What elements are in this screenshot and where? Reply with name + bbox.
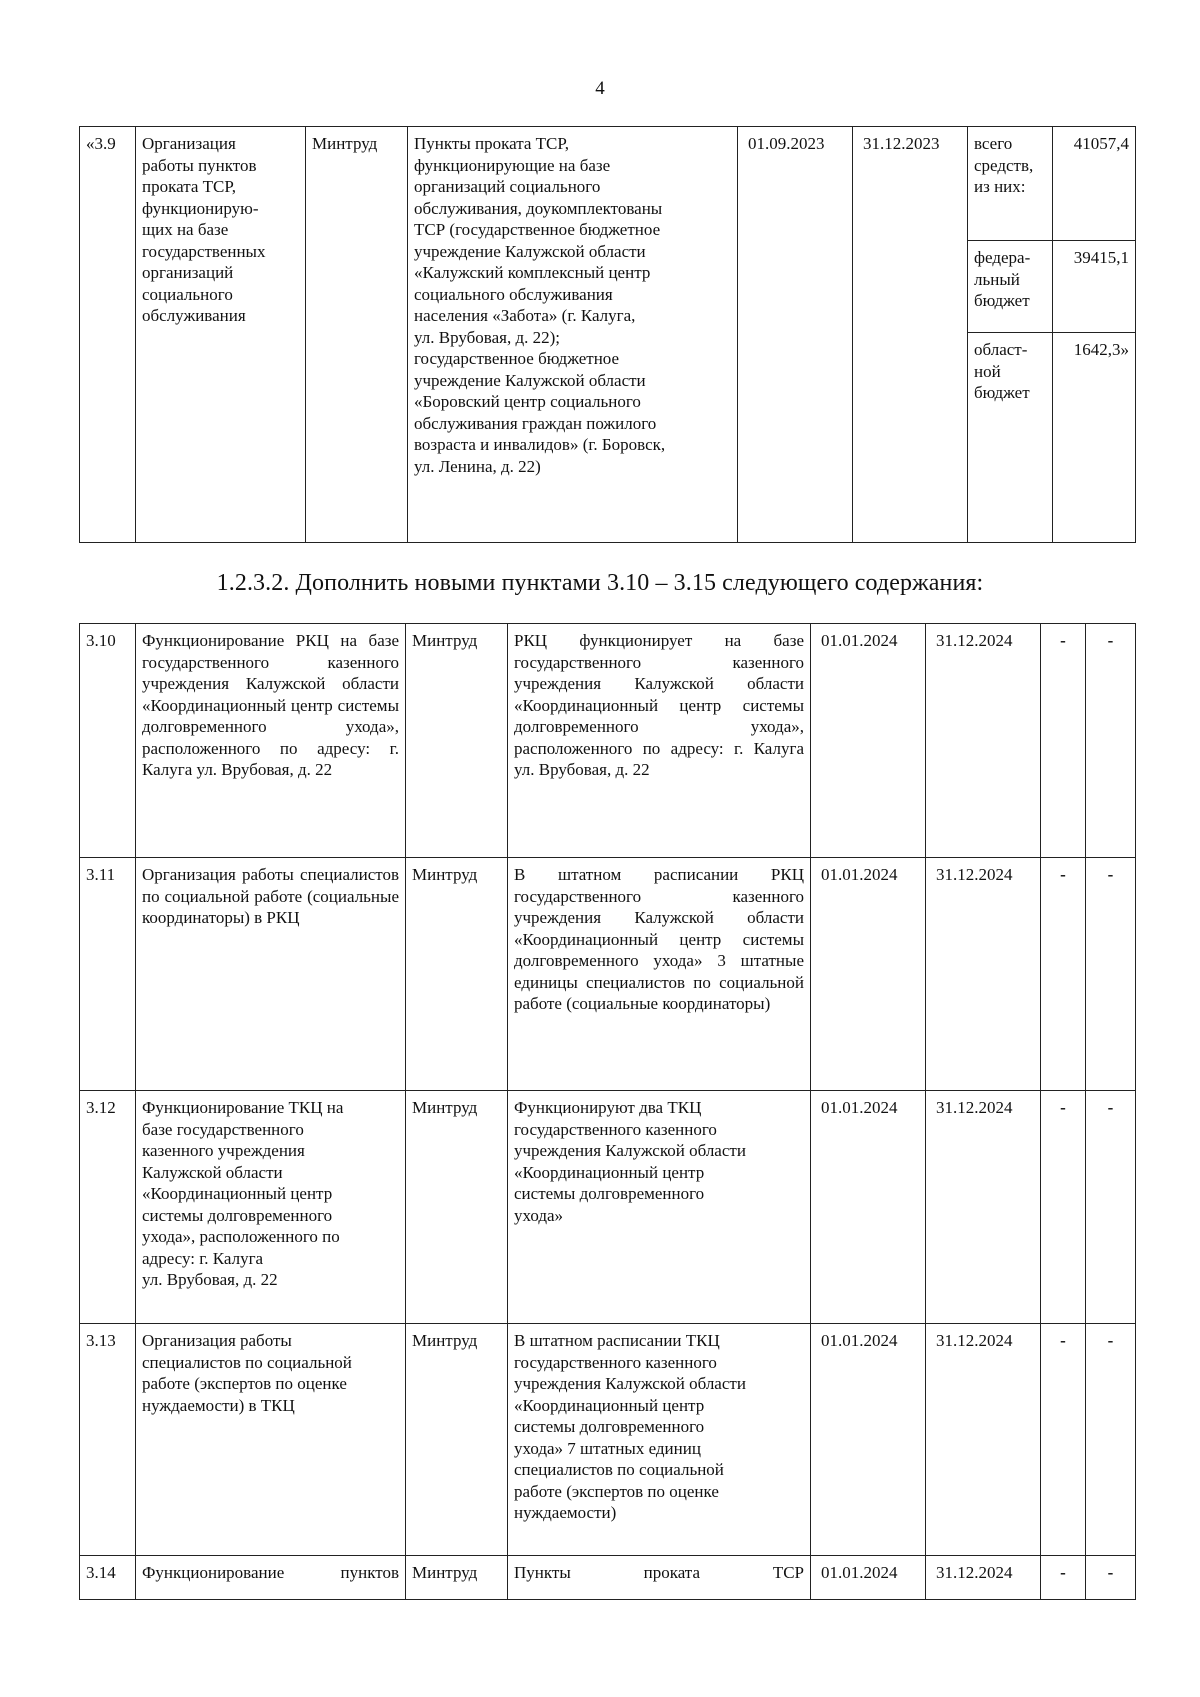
item-executor: Минтруд: [406, 1091, 508, 1324]
item-number: 3.10: [80, 624, 136, 858]
item-funding-dash: -: [1086, 1324, 1136, 1556]
item-executor: Минтруд: [306, 127, 408, 543]
item-funding-dash: -: [1041, 1556, 1086, 1600]
item-funding-dash: -: [1086, 858, 1136, 1091]
funding-amount: 39415,1: [1053, 241, 1136, 333]
item-end-date: 31.12.2024: [926, 1324, 1041, 1556]
item-result: Функционируют два ТКЦ государственного казенного учреждения Калужской области «Координационный центр системы долговременного ухода»: [508, 1091, 811, 1324]
item-end-date: 31.12.2024: [926, 1556, 1041, 1600]
funding-amount: 41057,4: [1053, 127, 1136, 241]
item-result: Пункты проката ТСР: [508, 1556, 811, 1600]
page-number: 4: [595, 78, 605, 99]
item-number: 3.14: [80, 1556, 136, 1600]
item-end-date: 31.12.2024: [926, 1091, 1041, 1324]
item-funding-dash: -: [1041, 858, 1086, 1091]
item-start-date: 01.01.2024: [811, 1091, 926, 1324]
funding-amount: 1642,3»: [1053, 333, 1136, 543]
item-funding-dash: -: [1086, 624, 1136, 858]
item-result: РКЦ функционирует на базе государственного казенного учреждения Калужской области «Координационный центр системы долговременного ухода», расположенного по адресу: г. Калуга ул. Врубовая, д. 22: [508, 624, 811, 858]
item-end-date: 31.12.2023: [853, 127, 968, 543]
item-number: «3.9: [80, 127, 136, 543]
item-executor: Минтруд: [406, 624, 508, 858]
item-funding-dash: -: [1041, 624, 1086, 858]
item-name: Организация работы пунктов проката ТСР, функционирую- щих на базе государственных организаций социального обслуживания: [136, 127, 306, 543]
funding-label: област- ной бюджет: [968, 333, 1053, 543]
funding-label: федера- льный бюджет: [968, 241, 1053, 333]
plan-table-bottom: [79, 623, 1136, 1600]
funding-label: всего средств, из них:: [968, 127, 1053, 241]
table-row: [80, 1324, 1136, 1556]
item-executor: Минтруд: [406, 1324, 508, 1556]
item-start-date: 01.01.2024: [811, 858, 926, 1091]
item-start-date: 01.09.2023: [738, 127, 853, 543]
item-result: В штатном расписании ТКЦ государственного казенного учреждения Калужской области «Координационный центр системы долговременного ухода» 7 штатных единиц специалистов по социальной работе (экспертов по оценке нуждаемости): [508, 1324, 811, 1556]
table-row: [80, 858, 1136, 1091]
item-result: Пункты проката ТСР, функционирующие на базе организаций социального обслуживания, доукомплектованы ТСР (государственное бюджетное учреждение Калужской области «Калужский комплексный центр социального обслуживания населения «Забота» (г. Калуга, ул. Врубовая, д. 22); государственное бюджетное учреждение Калужской области «Боровский центр социального обслуживания граждан пожилого возраста и инвалидов» (г. Боровск, ул. Ленина, д. 22): [408, 127, 738, 543]
table-row: [80, 127, 1136, 241]
item-end-date: 31.12.2024: [926, 858, 1041, 1091]
item-funding-dash: -: [1086, 1091, 1136, 1324]
item-start-date: 01.01.2024: [811, 1556, 926, 1600]
item-result: В штатном расписании РКЦ государственного казенного учреждения Калужской области «Координационный центр системы долговременного ухода» 3 штатные единицы специалистов по социальной работе (социальные координаторы): [508, 858, 811, 1091]
item-start-date: 01.01.2024: [811, 1324, 926, 1556]
item-funding-dash: -: [1041, 1091, 1086, 1324]
item-funding-dash: -: [1041, 1324, 1086, 1556]
item-name: Функционирование РКЦ на базе государственного казенного учреждения Калужской области «Координационный центр системы долговременного ухода», расположенного по адресу: г. Калуга ул. Врубовая, д. 22: [136, 624, 406, 858]
table-row: [80, 624, 1136, 858]
table-row: [80, 1091, 1136, 1324]
item-funding-dash: -: [1086, 1556, 1136, 1600]
item-number: 3.11: [80, 858, 136, 1091]
table-row: [80, 1556, 1136, 1600]
section-heading: 1.2.3.2. Дополнить новыми пунктами 3.10 – 3.15 следующего содержания:: [216, 570, 984, 596]
plan-table-top: [79, 126, 1136, 543]
item-executor: Минтруд: [406, 858, 508, 1091]
item-name: Организация работы специалистов по социальной работе (экспертов по оценке нуждаемости) в ТКЦ: [136, 1324, 406, 1556]
item-number: 3.13: [80, 1324, 136, 1556]
item-executor: Минтруд: [406, 1556, 508, 1600]
item-name: Организация работы специалистов по социальной работе (социальные координаторы) в РКЦ: [136, 858, 406, 1091]
item-end-date: 31.12.2024: [926, 624, 1041, 858]
item-name: Функционирование пунктов: [136, 1556, 406, 1600]
item-start-date: 01.01.2024: [811, 624, 926, 858]
item-name: Функционирование ТКЦ на базе государственного казенного учреждения Калужской области «Координационный центр системы долговременного ухода», расположенного по адресу: г. Калуга ул. Врубовая, д. 22: [136, 1091, 406, 1324]
item-number: 3.12: [80, 1091, 136, 1324]
